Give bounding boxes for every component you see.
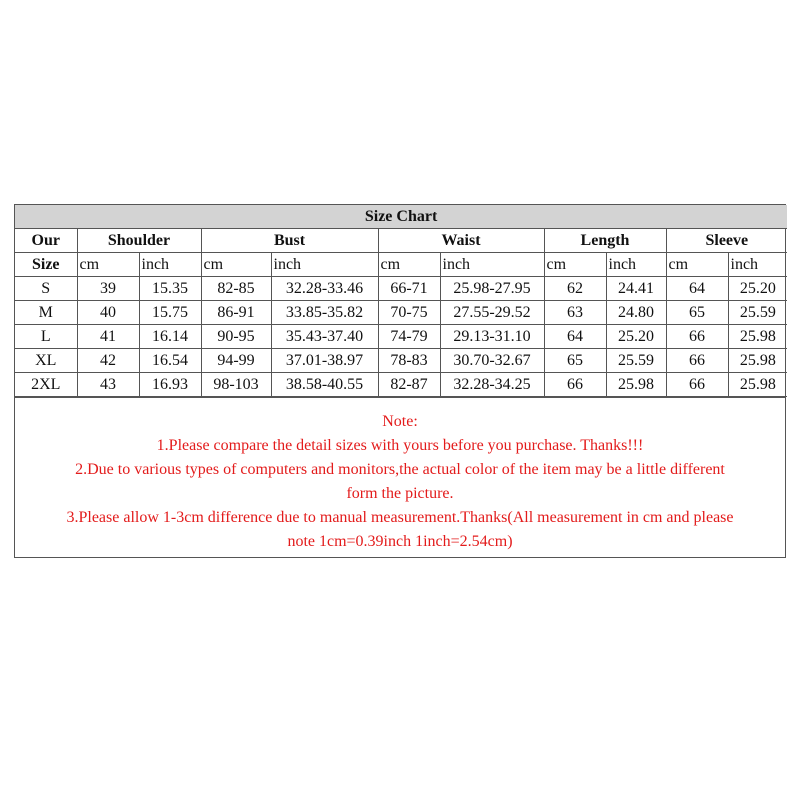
measurement-cell: 74-79 xyxy=(378,325,440,349)
measurement-cell: 65 xyxy=(544,349,606,373)
measurement-cell: 27.55-29.52 xyxy=(440,301,544,325)
waist-unit-cm: cm xyxy=(378,253,440,277)
table-row xyxy=(15,349,787,373)
measurement-cell: 35.43-37.40 xyxy=(271,325,378,349)
bust-unit-inch: inch xyxy=(271,253,378,277)
measurement-cell: 25.98 xyxy=(728,325,787,349)
note-line-2a: 2.Due to various types of computers and monitors,the actual color of the item may be a little different xyxy=(75,461,725,478)
measurement-cell: 66 xyxy=(544,373,606,397)
size-header-line2: Size xyxy=(15,253,77,277)
measurement-cell: 62 xyxy=(544,277,606,301)
bust-unit-cm: cm xyxy=(201,253,271,277)
measurement-cell: 29.13-31.10 xyxy=(440,325,544,349)
measurement-cell: 90-95 xyxy=(201,325,271,349)
measurement-cell: 25.98-27.95 xyxy=(440,277,544,301)
measurement-cell: 66-71 xyxy=(378,277,440,301)
measurement-cell: 15.35 xyxy=(139,277,201,301)
column-header-row xyxy=(15,229,787,253)
measurement-cell: 98-103 xyxy=(201,373,271,397)
size-header-line1: Our xyxy=(15,229,77,253)
size-label-cell: S xyxy=(15,277,77,301)
sleeve-unit-cm: cm xyxy=(666,253,728,277)
table-row xyxy=(15,325,787,349)
measurement-cell: 30.70-32.67 xyxy=(440,349,544,373)
size-label-cell: 2XL xyxy=(15,373,77,397)
shoulder-header: Shoulder xyxy=(77,229,201,253)
shoulder-unit-inch: inch xyxy=(139,253,201,277)
size-label-cell: XL xyxy=(15,349,77,373)
measurement-cell: 82-87 xyxy=(378,373,440,397)
title-row xyxy=(15,205,787,229)
note-heading: Note: xyxy=(382,413,418,430)
measurement-cell: 39 xyxy=(77,277,139,301)
size-label-cell: L xyxy=(15,325,77,349)
shoulder-unit-cm: cm xyxy=(77,253,139,277)
measurement-cell: 66 xyxy=(666,349,728,373)
table-row xyxy=(15,373,787,397)
notes-section xyxy=(15,397,785,554)
table-row xyxy=(15,301,787,325)
measurement-cell: 25.98 xyxy=(728,349,787,373)
sleeve-unit-inch: inch xyxy=(728,253,787,277)
measurement-cell: 25.20 xyxy=(606,325,666,349)
measurement-cell: 65 xyxy=(666,301,728,325)
size-rows xyxy=(15,277,787,397)
measurement-cell: 86-91 xyxy=(201,301,271,325)
length-unit-cm: cm xyxy=(544,253,606,277)
measurement-cell: 25.98 xyxy=(728,373,787,397)
measurement-cell: 25.20 xyxy=(728,277,787,301)
length-unit-inch: inch xyxy=(606,253,666,277)
measurement-cell: 25.59 xyxy=(606,349,666,373)
measurement-cell: 32.28-34.25 xyxy=(440,373,544,397)
size-label-cell: M xyxy=(15,301,77,325)
measurement-cell: 64 xyxy=(544,325,606,349)
waist-header: Waist xyxy=(378,229,544,253)
length-header: Length xyxy=(544,229,666,253)
note-line-3b: note 1cm=0.39inch 1inch=2.54cm) xyxy=(287,533,513,550)
measurement-cell: 15.75 xyxy=(139,301,201,325)
sleeve-header: Sleeve xyxy=(666,229,787,253)
measurement-cell: 63 xyxy=(544,301,606,325)
measurement-cell: 70-75 xyxy=(378,301,440,325)
measurement-cell: 16.54 xyxy=(139,349,201,373)
measurement-cell: 64 xyxy=(666,277,728,301)
unit-header-row xyxy=(15,253,787,277)
measurement-cell: 38.58-40.55 xyxy=(271,373,378,397)
table-row xyxy=(15,277,787,301)
measurement-cell: 25.59 xyxy=(728,301,787,325)
measurement-cell: 37.01-38.97 xyxy=(271,349,378,373)
note-line-3a: 3.Please allow 1-3cm difference due to manual measurement.Thanks(All measurement in cm and please xyxy=(66,509,734,526)
measurement-cell: 25.98 xyxy=(606,373,666,397)
note-line-2b: form the picture. xyxy=(346,485,454,502)
measurement-cell: 16.93 xyxy=(139,373,201,397)
measurement-cell: 82-85 xyxy=(201,277,271,301)
measurement-cell: 78-83 xyxy=(378,349,440,373)
measurement-cell: 33.85-35.82 xyxy=(271,301,378,325)
measurement-cell: 94-99 xyxy=(201,349,271,373)
measurement-cell: 24.41 xyxy=(606,277,666,301)
measurement-cell: 66 xyxy=(666,373,728,397)
measurement-cell: 32.28-33.46 xyxy=(271,277,378,301)
bust-header: Bust xyxy=(201,229,378,253)
measurement-cell: 66 xyxy=(666,325,728,349)
measurement-cell: 41 xyxy=(77,325,139,349)
measurement-cell: 42 xyxy=(77,349,139,373)
measurement-cell: 43 xyxy=(77,373,139,397)
size-chart-table xyxy=(15,205,787,397)
note-line-1: 1.Please compare the detail sizes with yours before you purchase. Thanks!!! xyxy=(156,437,644,454)
measurement-cell: 40 xyxy=(77,301,139,325)
measurement-cell: 24.80 xyxy=(606,301,666,325)
waist-unit-inch: inch xyxy=(440,253,544,277)
measurement-cell: 16.14 xyxy=(139,325,201,349)
size-chart-sheet xyxy=(14,204,786,558)
chart-title: Size Chart xyxy=(15,205,787,229)
